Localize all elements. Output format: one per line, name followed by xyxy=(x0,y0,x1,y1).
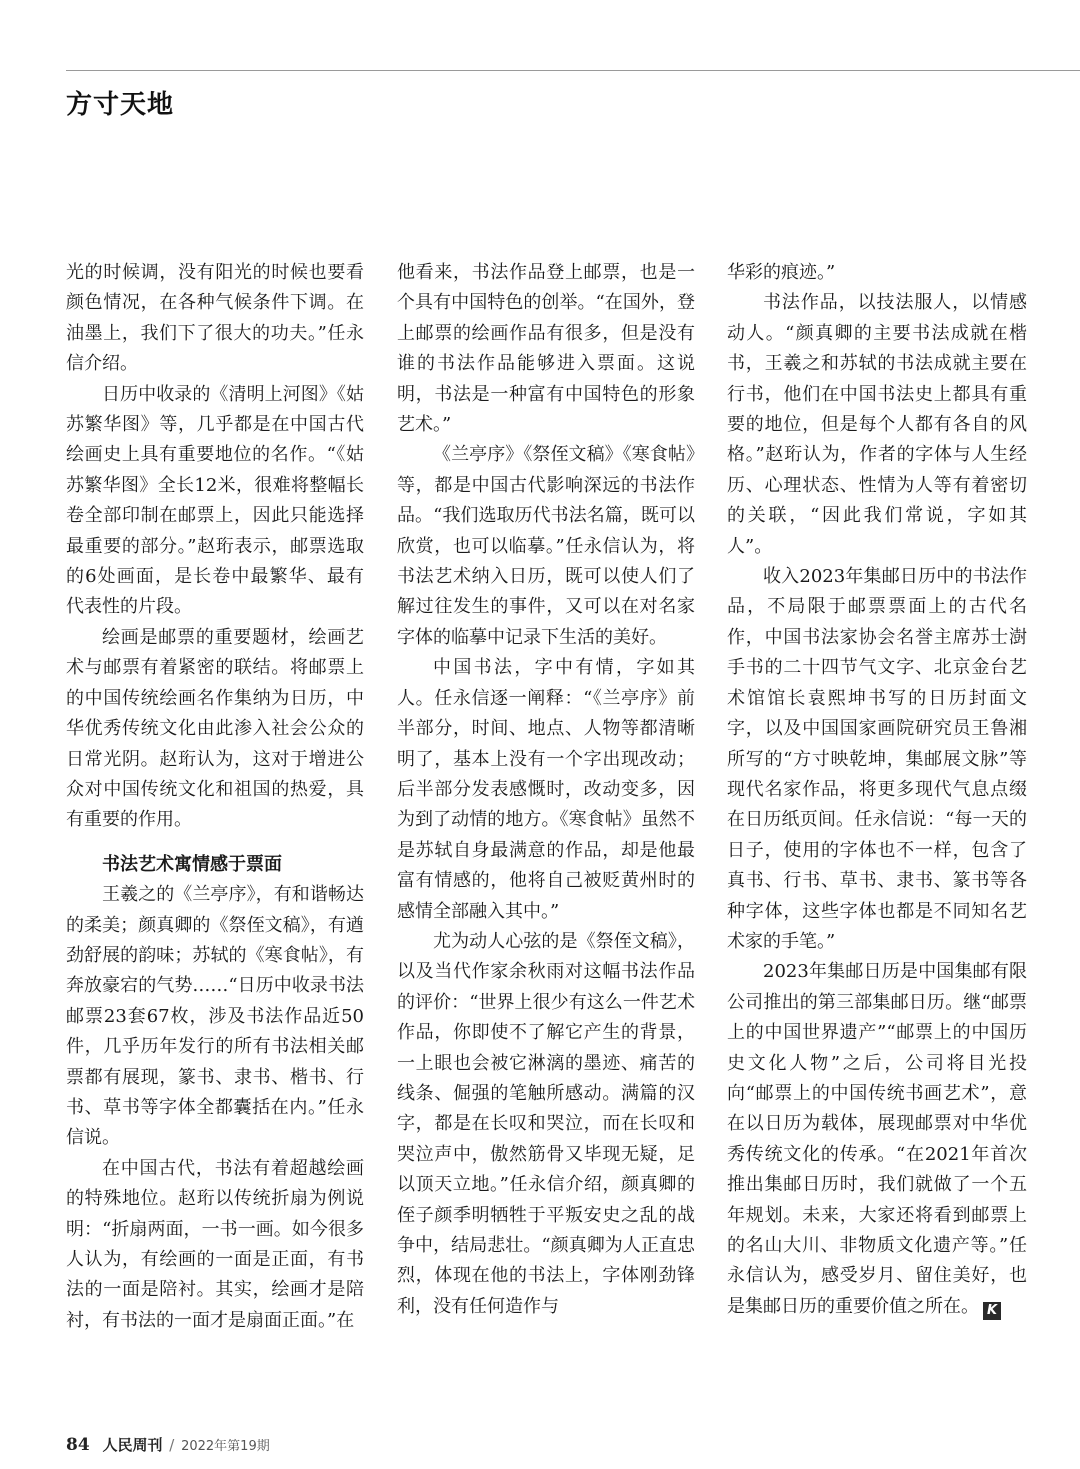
article-column-3 xyxy=(727,258,1027,1322)
issue-label: 2022年第19期 xyxy=(181,1439,270,1454)
paragraph: 日历中收录的《清明上河图》《姑苏繁华图》等，几乎都是在中国古代绘画史上具有重要地位的名作。“《姑苏繁华图》全长12米，很难将整幅长卷全部印制在邮票上，因此只能选择最重要的部分。”赵珩表示，邮票选取的6处画面，是长卷中最繁华、最有代表性的片段。 xyxy=(66,383,364,618)
paragraph: 他看来，书法作品登上邮票，也是一个具有中国特色的创举。“在国外，登上邮票的绘画作品有很多，但是没有谁的书法作品能够进入票面。这说明，书法是一种富有中国特色的形象艺术。” xyxy=(397,262,695,436)
paragraph-text: 2023年集邮日历是中国集邮有限公司推出的第三部集邮日历。继“邮票上的中国世界遗产”“邮票上的中国历史文化人物”之后，公司将目光投向“邮票上的中国传统书画艺术”，意在以日历为载体，展现邮票对中华优秀传统文化的传承。“在2021年首次推出集邮日历时，我们就做了一个五年规划。未来，大家还将看到邮票上的名山大川、非物质文化遗产等。”任永信认为，感受岁月、留住美好，也是集邮日历的重要价值之所在。 xyxy=(727,961,1027,1317)
paragraph: 华彩的痕迹。” xyxy=(727,262,836,283)
page-footer xyxy=(66,1434,270,1455)
article-column-2 xyxy=(397,258,695,1322)
header-rule xyxy=(66,70,1080,71)
end-mark-icon: K xyxy=(983,1302,1001,1320)
paragraph: 在中国古代，书法有着超越绘画的特殊地位。赵珩以传统折扇为例说明：“折扇两面，一书一画。如今很多人认为，有绘画的一面是正面，有书法的一面是陪衬。其实，绘画才是陪衬，有书法的一面才是扇面正面。”在 xyxy=(66,1157,364,1331)
paragraph: 绘画是邮票的重要题材，绘画艺术与邮票有着紧密的联结。将邮票上的中国传统绘画名作集纳为日历，中华优秀传统文化由此渗入社会公众的日常光阴。赵珩认为，这对于增进公众对中国传统文化和祖国的热爱，具有重要的作用。 xyxy=(66,626,364,831)
paragraph: 《兰亭序》《祭侄文稿》《寒食帖》等，都是中国古代影响深远的书法作品。“我们选取历代书法名篇，既可以欣赏，也可以临摹。”任永信认为，将书法艺术纳入日历，既可以使人们了解过往发生的事件，又可以在对名家字体的临摹中记录下生活的美好。 xyxy=(397,444,695,648)
paragraph: 中国书法，字中有情，字如其人。任永信逐一阐释：“《兰亭序》前半部分，时间、地点、人物等都清晰明了，基本上没有一个字出现改动；后半部分发表感慨时，改动变多，因为到了动情的地方。《寒食帖》虽然不是苏轼自身最满意的作品，却是他最富有情感的，他将自己被贬黄州时的感情全部融入其中。” xyxy=(397,657,695,922)
subheading: 书法艺术寓情感于票面 xyxy=(102,853,282,875)
paragraph: 王羲之的《兰亭序》，有和谐畅达的柔美；颜真卿的《祭侄文稿》，有遒劲舒展的韵味；苏轼的《寒食帖》，有奔放豪宕的气势……“日历中收录书法邮票23套67枚，涉及书法作品近50件，几乎历年发行的所有书法相关邮票都有展现，篆书、隶书、楷书、行书、草书等字体全都囊括在内。”任永信说。 xyxy=(66,884,364,1149)
paragraph: 书法作品，以技法服人，以情感动人。“颜真卿的主要书法成就在楷书，王羲之和苏轼的书法成就主要在行书，他们在中国书法史上都具有重要的地位，但是每个人都有各自的风格。”赵珩认为，作者的字体与人生经历、心理状态、性情为人等有着密切的关联，“因此我们常说，字如其人”。 xyxy=(727,292,1027,557)
page-number: 84 xyxy=(66,1435,90,1455)
paragraph-final xyxy=(727,957,1027,1322)
magazine-name: 人民周刊 xyxy=(102,1436,163,1454)
article-column-1 xyxy=(66,258,364,1336)
section-title: 方寸天地 xyxy=(66,90,175,120)
footer-separator: / xyxy=(169,1436,175,1454)
paragraph: 尤为动人心弦的是《祭侄文稿》，以及当代作家余秋雨对这幅书法作品的评价：“世界上很少有这么一件艺术作品，你即使不了解它产生的背景，一上眼也会被它淋漓的墨迹、痛苦的线条、倔强的笔触所感动。满篇的汉字，都是在长叹和哭泣，而在长叹和哭泣声中，傲然筋骨又毕现无疑，足以顶天立地。”任永信介绍，颜真卿的侄子颜季明牺牲于平叛安史之乱的战争中，结局悲壮。“颜真卿为人正直忠烈，体现在他的书法上，字体刚劲锋利，没有任何造作与 xyxy=(397,930,695,1317)
paragraph: 光的时候调，没有阳光的时候也要看颜色情况，在各种气候条件下调。在油墨上，我们下了很大的功夫。”任永信介绍。 xyxy=(66,262,364,375)
paragraph: 收入2023年集邮日历中的书法作品，不局限于邮票票面上的古代名作，中国书法家协会名誉主席苏士澍手书的二十四节气文字、北京金台艺术馆馆长袁熙坤书写的日历封面文字，以及中国国家画院研究员王鲁湘所写的“方寸映乾坤，集邮展文脉”等现代名家作品，将更多现代气息点缀在日历纸页间。任永信说：“每一天的日子，使用的字体也不一样，包含了真书、行书、草书、隶书、篆书等各种字体，这些字体也都是不同知名艺术家的手笔。” xyxy=(727,566,1027,952)
